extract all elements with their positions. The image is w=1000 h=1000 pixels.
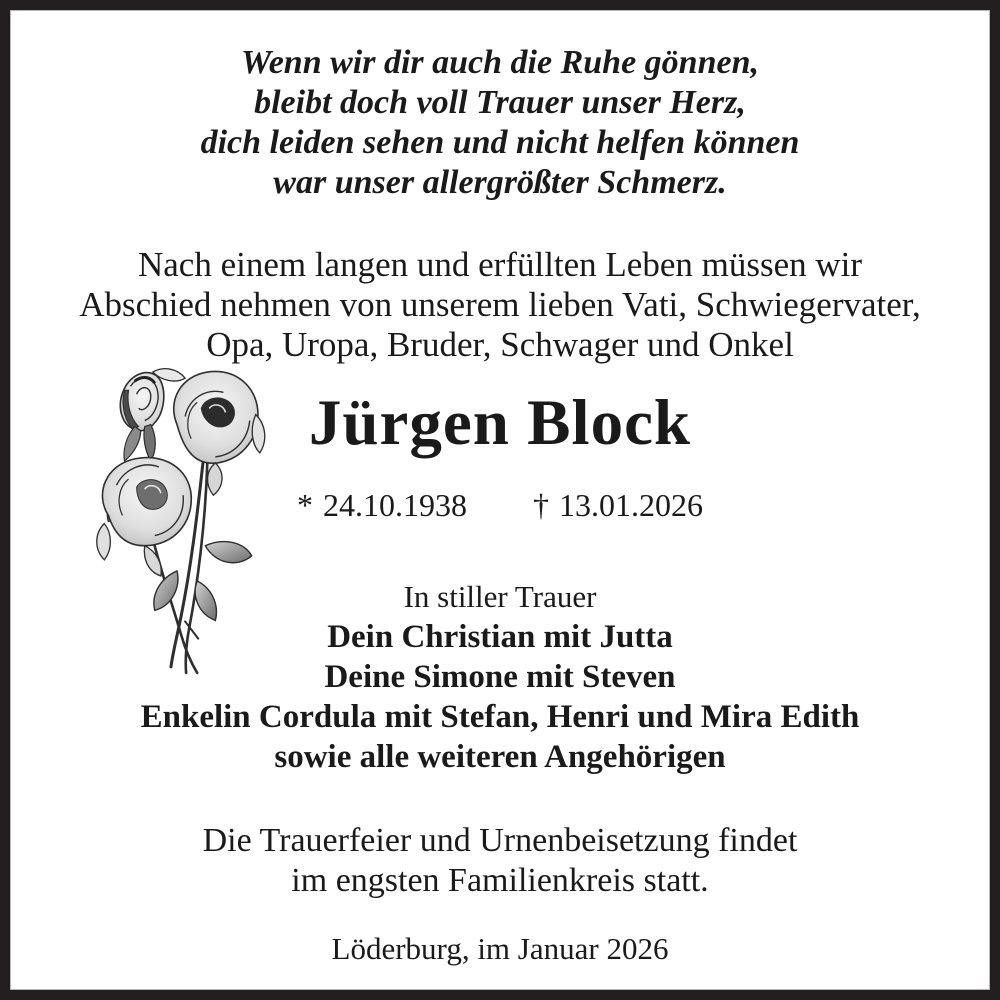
announcement-line: Nach einem langen und erfüllten Leben müssen wir	[137, 245, 863, 284]
poem-line: bleibt doch voll Trauer unser Herz,	[254, 84, 746, 121]
mourner-line: sowie alle weiteren Angehörigen	[274, 739, 726, 775]
mourning-poem	[10, 43, 990, 203]
death-date-value: 13.01.2026	[559, 487, 703, 523]
roses-illustration	[84, 364, 266, 682]
rose-bloom-lower	[97, 458, 192, 576]
funeral-info	[10, 821, 990, 901]
deceased-name: Jürgen Block	[308, 387, 692, 459]
poem-line: Wenn wir dir auch die Ruhe gönnen,	[240, 44, 759, 81]
cross-icon: †	[533, 487, 549, 523]
poem-line: dich leiden sehen und nicht helfen können	[200, 124, 800, 161]
announcement-text	[10, 245, 990, 365]
announcement-line: Opa, Uropa, Bruder, Schwager und Onkel	[206, 325, 794, 364]
birth-star-icon: *	[297, 487, 313, 523]
mourner-line: Dein Christian mit Jutta	[327, 619, 673, 655]
announcement-line: Abschied nehmen von unserem lieben Vati, Schwiegervater,	[79, 285, 921, 324]
birth-date	[297, 485, 467, 525]
funeral-info-line: Die Trauerfeier und Urnenbeisetzung findet	[202, 822, 798, 859]
birth-date-value: 24.10.1938	[323, 487, 467, 523]
death-date	[533, 485, 703, 525]
poem-line: war unser allergrößter Schmerz.	[273, 164, 727, 201]
place-and-date: Löderburg, im Januar 2026	[331, 931, 669, 966]
funeral-info-line: im engsten Familienkreis statt.	[291, 862, 709, 899]
mourner-line: Deine Simone mit Steven	[324, 659, 676, 695]
mourner-line: Enkelin Cordula mit Stefan, Henri und Mira Edith	[140, 699, 860, 735]
rose-bud	[120, 373, 164, 461]
mourners-heading: In stiller Trauer	[403, 579, 597, 614]
